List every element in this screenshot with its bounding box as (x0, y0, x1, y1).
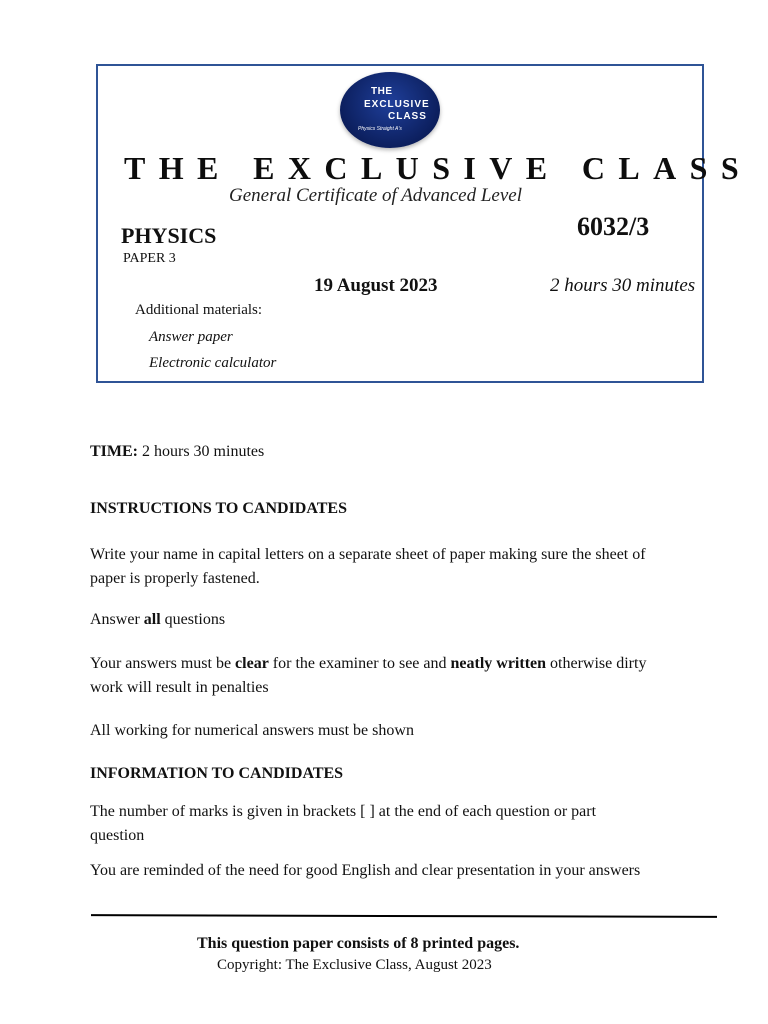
text-run: for the examiner to see and (268, 655, 451, 672)
text-run: questions (160, 611, 226, 628)
copyright-note: Copyright: The Exclusive Class, August 2023 (217, 957, 492, 973)
exclusive-class-logo (340, 72, 440, 148)
exam-duration: 2 hours 30 minutes (550, 275, 696, 296)
instruction-name: Write your name in capital letters on a separate sheet of paper making sure the sheet of paper is properly fastened. (90, 546, 646, 587)
text-run: otherwise dirty work will result in penalties (90, 655, 647, 696)
logo-line-3: CLASS (388, 111, 427, 122)
time-label: TIME: (90, 443, 138, 460)
information-marks: The number of marks is given in brackets [ ] at the end of each question or part question (90, 803, 597, 844)
paper-number: PAPER 3 (123, 251, 176, 266)
material-item: Answer paper (149, 329, 233, 345)
instructions-heading: INSTRUCTIONS TO CANDIDATES (90, 500, 347, 517)
material-item: Electronic calculator (149, 355, 277, 371)
logo-line-2: EXCLUSIVE (364, 99, 430, 110)
information-heading: INFORMATION TO CANDIDATES (90, 765, 344, 782)
brand-title: THE EXCLUSIVE CLASS (124, 150, 753, 186)
emphasis-neatly-written: neatly written (450, 655, 547, 672)
emphasis-all: all (143, 611, 161, 628)
time-line (90, 440, 650, 464)
footer-divider (91, 914, 717, 918)
text-run: Your answers must be (90, 655, 236, 672)
paper-code: 6032/3 (577, 212, 650, 241)
instruction-presentation (90, 652, 650, 700)
text-run: Answer (90, 611, 144, 628)
subject-title: PHYSICS (121, 223, 217, 248)
certificate-subtitle: General Certificate of Advanced Level (229, 185, 523, 206)
time-value: 2 hours 30 minutes (138, 443, 265, 460)
page-count-note: This question paper consists of 8 printed pages. (197, 935, 520, 952)
exam-date: 19 August 2023 (314, 275, 438, 296)
logo-line-1: THE (371, 86, 393, 97)
instruction-answer-all (90, 608, 650, 632)
emphasis-clear: clear (235, 655, 269, 672)
instruction-working: All working for numerical answers must be shown (90, 722, 414, 739)
materials-label: Additional materials: (135, 302, 263, 318)
logo-tagline: Physics Straight A's (358, 126, 402, 132)
information-english: You are reminded of the need for good English and clear presentation in your answers (90, 862, 641, 879)
